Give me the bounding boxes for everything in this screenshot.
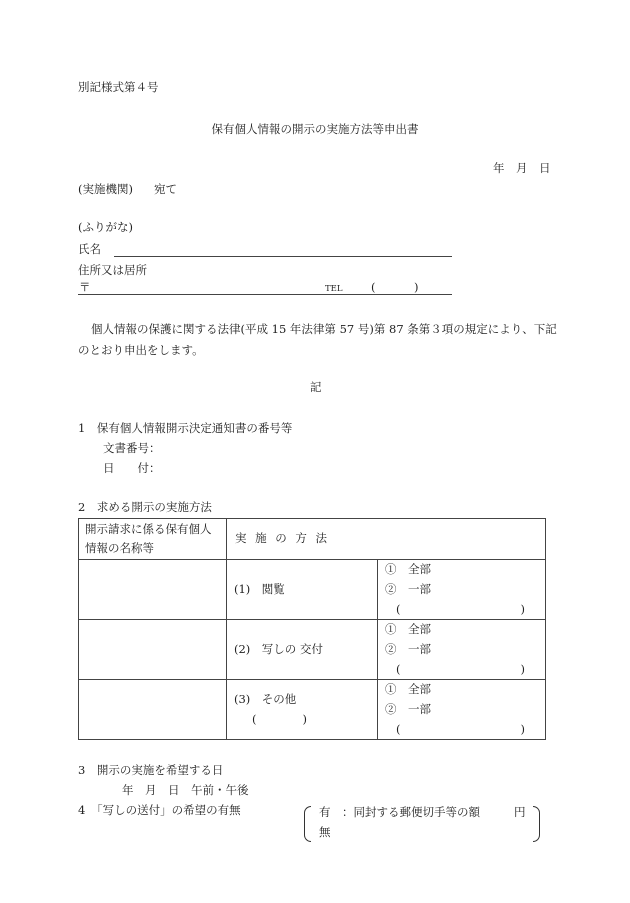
address-label: 住所又は居所 <box>78 263 147 277</box>
tel-parens: ( ) <box>371 280 420 294</box>
doc-number-label: 文書番号： <box>103 441 161 455</box>
furigana-label: (ふりがな) <box>78 220 133 234</box>
section3-date-line[interactable]: 年 月 日 午前・午後 <box>122 783 249 797</box>
option-part[interactable]: ② 一部 <box>385 702 431 716</box>
table-row <box>79 620 546 680</box>
method-other-detail[interactable]: ( ) <box>252 712 307 726</box>
ki-heading: 記 <box>310 380 322 394</box>
info-name-cell[interactable] <box>79 620 227 680</box>
method-cell <box>227 620 378 680</box>
tel-mark: TEL <box>325 284 343 294</box>
section3-heading: 3 開示の実施を希望する日 <box>78 763 224 777</box>
section1-heading: 1 保有個人情報開示決定通知書の番号等 <box>78 421 293 435</box>
postal-mark: 〒 <box>79 280 91 294</box>
right-brace <box>533 806 540 842</box>
body-text-line2: のとおり申出をします。 <box>78 343 204 357</box>
method-cell <box>227 560 378 620</box>
option-all[interactable]: ① 全部 <box>385 562 431 576</box>
option-all[interactable]: ① 全部 <box>385 682 431 696</box>
yen-unit: 円 <box>514 805 526 819</box>
method-label: (3) その他 <box>234 691 297 706</box>
section2-heading: 2 求める開示の実施方法 <box>78 500 212 514</box>
methods-table <box>78 518 546 740</box>
info-name-cell[interactable] <box>79 680 227 740</box>
table-row <box>79 560 546 620</box>
header-left-cell <box>79 519 227 560</box>
name-underline[interactable] <box>114 256 452 257</box>
addressee-agency: (実施機関) <box>78 182 133 196</box>
address-underline[interactable] <box>78 294 452 295</box>
header-left-line2: 情報の名称等 <box>85 541 154 555</box>
option-part[interactable]: ② 一部 <box>385 642 431 656</box>
option-yes[interactable]: 有 ：同封する郵便切手等の額 <box>319 805 480 819</box>
option-cell[interactable]: ① 全部 ② 一部 ( ) <box>378 680 546 740</box>
date-label: 日 付： <box>103 461 161 475</box>
form-title: 保有個人情報の開示の実施方法等申出書 <box>211 122 419 136</box>
table-header-row <box>79 519 546 560</box>
table-row <box>79 680 546 740</box>
header-right-cell: 実施の方法 <box>227 519 546 560</box>
body-text-line1: 個人情報の保護に関する法律(平成 15 年法律第 57 号)第 87 条第３項の規定により、下記 <box>91 322 557 336</box>
method-label: (1) 閲覧 <box>234 581 285 596</box>
option-cell[interactable]: ① 全部 ② 一部 ( ) <box>378 620 546 680</box>
addressee-suffix: 宛て <box>154 182 177 196</box>
section4-heading: 4 「写しの送付」の希望の有無 <box>78 803 241 817</box>
form-number: 別記様式第４号 <box>78 80 159 94</box>
method-cell <box>227 680 378 740</box>
name-label: 氏名 <box>78 242 101 256</box>
option-all[interactable]: ① 全部 <box>385 622 431 636</box>
left-brace <box>304 806 311 842</box>
option-part[interactable]: ② 一部 <box>385 582 431 596</box>
option-cell[interactable]: ① 全部 ② 一部 ( ) <box>378 560 546 620</box>
header-left-line1: 開示請求に係る保有個人 <box>85 522 212 536</box>
info-name-cell[interactable] <box>79 560 227 620</box>
date-line: 年 月 日 <box>493 161 551 175</box>
option-no[interactable]: 無 <box>319 825 331 839</box>
method-label: (2) 写しの 交付 <box>234 641 323 656</box>
